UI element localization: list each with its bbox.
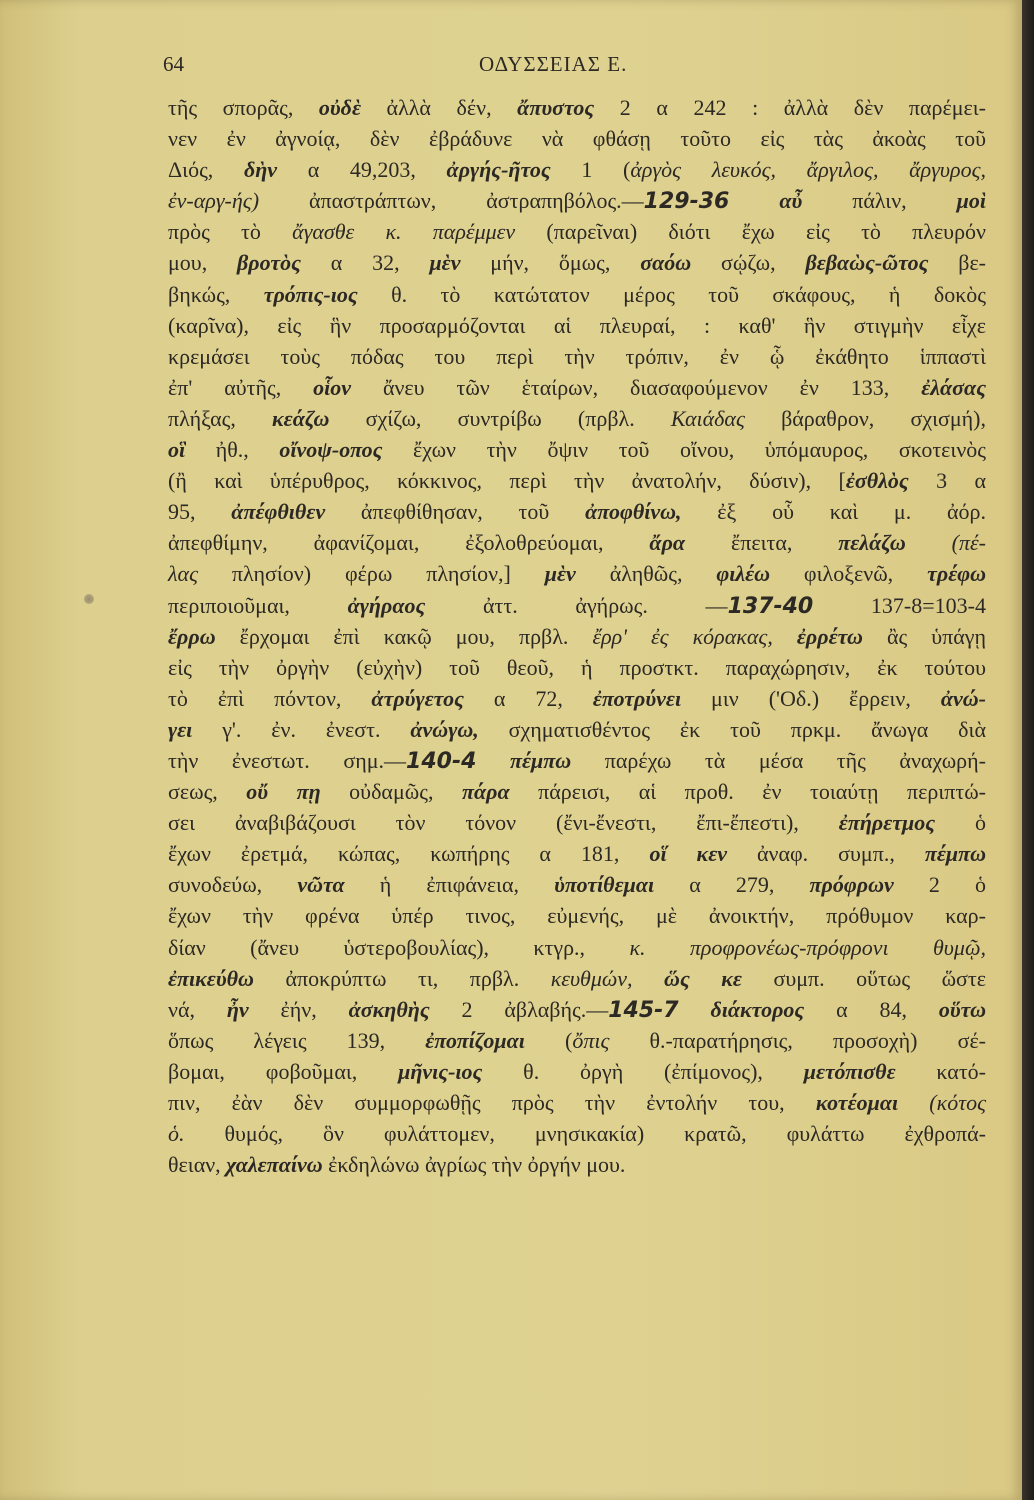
text-segment: 3 α [908, 468, 986, 494]
text-segment: 2 ὁ [893, 872, 986, 898]
italic-text: ἀργὸς λευκός, ἄργιλος, ἄργυρος, [630, 157, 986, 183]
text-segment: πρὸς τὸ [168, 219, 293, 245]
text-line [168, 341, 986, 372]
text-segment: ἀληθῶς, [575, 561, 717, 587]
text-line [168, 92, 986, 123]
text-segment: ἀναφ. συμπ., [726, 841, 925, 867]
text-segment: θειαν, [168, 1152, 227, 1178]
text-segment: πλήξας, [168, 405, 273, 431]
text-segment: (καρῖνα), εἰς ἣν προσαρμόζονται αἱ πλευραί, : καθ' ἣν στιγμὴν εἶχε [168, 312, 986, 338]
italic-text: (κότος [898, 1090, 986, 1115]
text-segment: (παρεῖναι) διότι ἔχω εἰς τὸ πλευρόν [515, 219, 987, 245]
text-segment: α 84, [804, 996, 939, 1022]
page-number: 64 [163, 52, 184, 76]
text-line [168, 714, 986, 745]
text-line [168, 683, 986, 714]
text-segment: ἠθ., [185, 437, 280, 463]
text-segment [476, 748, 510, 773]
text-line [168, 216, 986, 247]
text-segment: συμπ. οὕτως ὥστε [741, 965, 986, 991]
text-line [168, 807, 986, 838]
headword: ἄρα [649, 530, 686, 556]
text-segment: ἔχων ἐρετμά, κώπας, κωπήρης α 181, [168, 841, 650, 867]
verse-range: 145-7 [608, 997, 679, 1023]
text-line [168, 434, 986, 465]
text-segment: βάραθρον, σχισμή), [744, 405, 986, 431]
text-line [168, 900, 986, 931]
text-segment: 137-8=103-4 [813, 592, 986, 618]
text-segment: ὅπως λέγεις 139, [168, 1027, 426, 1053]
text-line [168, 963, 986, 994]
text-segment: ἔχων τὴν ὄψιν τοῦ οἴνου, ὑπόμαυρος, σκοτεινὸς [382, 437, 986, 463]
headword: ἀποφθίνω, [585, 499, 682, 525]
text-segment: βομαι, φοβοῦμαι, [168, 1058, 399, 1084]
text-segment: μιν ('Οδ.) ἔρρειν, [681, 685, 941, 711]
text-line [168, 154, 986, 185]
text-line [168, 527, 986, 558]
text-line [168, 558, 986, 589]
text-segment [633, 966, 665, 991]
text-segment: κρεμάσει τοὺς πόδας του περὶ τὴν τρόπιν, ἐν ᾧ ἐκάθητο ἱππαστὶ [168, 343, 986, 369]
text-segment: κατό- [895, 1058, 986, 1084]
headword: πελάζω [838, 530, 906, 556]
headword: οἳ [168, 437, 186, 463]
text-segment: περιποιοῦμαι, [168, 592, 348, 618]
text-segment: σεως, [168, 779, 247, 805]
text-segment: ἀττ. ἀγήρως. — [425, 592, 728, 618]
text-segment [679, 997, 711, 1022]
headword: ὑποτίθεμαι [554, 872, 655, 898]
headword: μοὶ [956, 188, 986, 214]
headword: χαλεπαίνω [226, 1152, 323, 1178]
text-segment: 2 ἀβλαβής.— [429, 996, 609, 1022]
headword: τρόπις-ιος [263, 281, 358, 307]
text-segment: φιλοξενῶ, [770, 561, 928, 587]
headword: πρόφρων [809, 872, 894, 898]
headword: οὐδὲ [318, 95, 361, 120]
headword: ἀργής-ῆτος [446, 157, 551, 183]
headword: ἀσκηθὴς [348, 996, 430, 1022]
headword: βροτὸς [237, 250, 301, 276]
text-line [168, 776, 986, 807]
text-segment: θ.-παρατήρησις, προσοχὴ) σέ- [609, 1027, 987, 1053]
verse-range: 140-4 [406, 748, 477, 774]
headword: μετόπισθε [803, 1058, 896, 1084]
headword: πέμπω [924, 841, 986, 867]
text-segment: ἡ ἐπιφάνεια, [344, 872, 555, 898]
italic-text: κ. προφρονέως-πρόφρονι θυμῷ, [629, 934, 986, 960]
text-segment: ἀλλὰ δέν, [360, 95, 518, 120]
text-segment: 1 ( [550, 157, 631, 183]
text-segment: θυμός, ὃν φυλάττομεν, μνησικακία) κρατῶ, φυλάττω ἐχθροπά- [184, 1121, 986, 1147]
text-line [168, 994, 986, 1025]
text-segment: γ'. ἐν. ἐνεστ. [192, 716, 411, 742]
text-segment: α 72, [463, 685, 593, 711]
text-segment: ἐπ' αὐτῆς, [168, 374, 314, 400]
text-segment: ἂς ὑπάγῃ [862, 623, 987, 649]
running-title: ΟΔΥΣΣΕΙΑΣ Ε. [479, 52, 628, 76]
headword: ὥς κε [664, 965, 742, 991]
text-segment: ἄνευ τῶν ἑταίρων, διασαφούμενον ἐν 133, [351, 374, 922, 400]
text-line [168, 621, 986, 652]
headword: βεβαὼς-ῶτος [805, 250, 929, 276]
text-segment: πάλιν, [802, 188, 957, 214]
headword: ἐσθλὸς [845, 468, 909, 494]
text-line [168, 247, 986, 278]
headword: ἔρρω [168, 623, 216, 649]
text-line [168, 1056, 986, 1087]
verse-range: 137-40 [727, 593, 814, 619]
headword: ἐρρέτω [796, 623, 863, 649]
text-segment: πιν, ἐὰν δὲν συμμορφωθῇς πρὸς τὴν ἐντολήν του, [168, 1090, 816, 1115]
text-segment: ( [524, 1027, 573, 1053]
text-segment: 95, [168, 499, 232, 525]
text-segment: θ. ὀργὴ (ἐπίμονος), [482, 1058, 804, 1084]
text-segment: ἐξ οὗ καὶ μ. ἀόρ. [681, 499, 987, 525]
text-segment: τὸ ἐπὶ πόντον, [168, 685, 372, 711]
headword: δὴν [243, 157, 278, 183]
text-segment: ἀποκρύπτω τι, πρβλ. [253, 965, 551, 991]
headword: γει [168, 716, 193, 742]
text-line [168, 185, 986, 216]
italic-text: ἄγασθε κ. παρέμμεν [292, 219, 516, 245]
text-segment: παρέχω τὰ μέσα τῆς ἀναχωρή- [571, 747, 986, 773]
headword: μὲν [429, 250, 461, 276]
text-line [168, 465, 986, 496]
text-segment: μου, [168, 250, 238, 276]
text-segment: βηκώς, [168, 281, 264, 307]
headword: ἀγήραος [347, 592, 426, 618]
text-line [168, 279, 986, 310]
text-segment: ἔχων τὴν φρένα ὑπέρ τινος, εὐμενής, μὲ ἀνοικτήν, πρόθυμον καρ- [168, 903, 986, 929]
headword: μῆνις-ιος [398, 1058, 483, 1084]
text-segment: ὁ [935, 810, 986, 836]
text-line [168, 590, 986, 621]
italic-text: ὄπις [572, 1027, 610, 1053]
headword: ἀτρύγετος [371, 685, 464, 711]
italic-text: κευθμών, [550, 965, 633, 991]
text-segment: νεν ἐν ἀγνοίᾳ, δὲν ἐβράδυνε νὰ φθάσῃ τοῦτο εἰς τὰς ἀκοὰς τοῦ [168, 126, 986, 152]
headword: οἵ κεν [649, 841, 727, 867]
text-segment: α 279, [654, 872, 810, 898]
italic-text: (πέ- [905, 530, 986, 556]
headword: σαόω [640, 250, 692, 276]
headword: ἐπήρετμος [838, 810, 936, 836]
italic-text: Καιάδας [670, 405, 745, 431]
headword: ἐλάσας [921, 374, 986, 400]
text-line [168, 372, 986, 403]
text-segment: ἀπεφθίμην, ἀφανίζομαι, ἐξολοθρεύομαι, [168, 530, 650, 556]
italic-text: ἔρρ' ἐς κόρακας, [592, 623, 773, 649]
text-segment: θ. τὸ κατώτατον μέρος τοῦ σκάφους, ἡ δοκὸς [357, 281, 986, 307]
text-segment: τῆς σπορᾶς, [168, 95, 319, 120]
text-segment: συνοδεύω, [168, 872, 298, 898]
text-line [168, 869, 986, 900]
text-line [168, 496, 986, 527]
text-segment: α 32, [300, 250, 430, 276]
text-segment: ἐήν, [248, 996, 349, 1022]
headword: ἀνώ- [940, 685, 986, 711]
headword: ἐπικεύθω [168, 965, 254, 991]
text-segment: σῴζω, [691, 250, 806, 276]
text-line [168, 123, 986, 154]
text-line [168, 1087, 986, 1118]
text-line [168, 838, 986, 869]
text-segment: ἀπεφθίθησαν, τοῦ [325, 499, 586, 525]
headword: ἀπέφθιθεν [231, 499, 326, 525]
headword: οὕτω [938, 996, 986, 1022]
headword: κεάζω [272, 405, 330, 431]
headword: τρέφω [927, 561, 986, 587]
book-spine-edge [1022, 0, 1034, 1500]
text-segment: δίαν (ἄνευ ὑστεροβουλίας), κτγρ., [168, 934, 630, 960]
headword: ἄπυστος [517, 95, 595, 120]
text-segment: (ἢ καὶ ὑπέρυθρος, κόκκινος, περὶ τὴν ἀνατολήν, δύσιν), [ [168, 468, 846, 494]
text-line [168, 403, 986, 434]
text-segment [729, 188, 779, 213]
italic-text: ἐν-αργ-ής) [168, 188, 260, 214]
headword: ἐποπίζομαι [425, 1027, 525, 1053]
headword: ἀνώγω, [410, 716, 479, 742]
text-line [168, 1118, 986, 1149]
text-segment: Διός, [168, 157, 244, 183]
text-segment: ἔπειτα, [685, 530, 839, 556]
text-segment: α 49,203, [277, 157, 447, 183]
text-line [168, 745, 986, 776]
text-segment: ἀπαστράπτων, ἀστραπηβόλος.— [259, 188, 644, 214]
commentary-text [168, 92, 986, 1180]
text-segment [773, 624, 797, 649]
text-segment: μήν, ὅμως, [460, 250, 641, 276]
text-segment: σχηματισθέντος ἐκ τοῦ πρκμ. ἄνωγα διὰ [478, 716, 986, 742]
headword: νῶτα [297, 872, 345, 898]
headword: διάκτορος [710, 996, 805, 1022]
page-header [163, 52, 993, 82]
text-line [168, 310, 986, 341]
text-segment: ἔρχομαι ἐπὶ κακῷ μου, πρβλ. [215, 623, 593, 649]
text-line [168, 1025, 986, 1056]
text-segment: ἐκδηλώνω ἀγρίως τὴν ὀργήν μου. [322, 1152, 626, 1178]
text-segment: σει ἀναβιβάζουσι τὸν τόνον (ἔνι-ἔνεστι, ἔπι-ἔπεστι), [168, 810, 839, 836]
headword: οἴνοψ-οπος [279, 437, 383, 463]
paper-blemish [84, 594, 94, 604]
italic-text: λας [168, 561, 199, 587]
headword: πέμπω [509, 747, 572, 773]
text-segment: πλησίον) φέρω πλησίον,] [198, 561, 545, 587]
text-line [168, 1149, 986, 1180]
italic-text: ὁ. [168, 1121, 185, 1147]
headword: πάρα [461, 779, 510, 805]
headword: ἐποτρύνει [592, 685, 682, 711]
headword: ἦν [226, 996, 249, 1022]
text-segment: βε- [928, 250, 987, 276]
headword: οἷον [313, 374, 352, 400]
text-segment: πάρεισι, αἱ προθ. ἐν τοιαύτῃ περιπτώ- [509, 779, 987, 805]
text-segment: τὴν ἐνεστωτ. σημ.— [168, 747, 407, 773]
verse-range: 129-36 [643, 189, 730, 215]
text-line [168, 652, 986, 683]
headword: φιλέω [716, 561, 771, 587]
text-segment: εἰς τὴν ὀργὴν (εὐχὴν) τοῦ θεοῦ, ἡ προστκτ. παραχώρησιν, ἐκ τούτου [168, 654, 986, 680]
headword: οὔ πῃ [246, 779, 321, 805]
headword: αὖ [779, 188, 803, 214]
headword: μὲν [544, 561, 576, 587]
text-segment: 2 α 242 : ἀλλὰ δὲν παρέμει- [594, 95, 986, 120]
text-segment: νά, [168, 996, 227, 1022]
text-segment: οὐδαμῶς, [320, 779, 462, 805]
text-segment: σχίζω, συντρίβω (πρβλ. [329, 405, 671, 431]
text-line [168, 932, 986, 963]
headword: κοτέομαι [815, 1090, 899, 1115]
